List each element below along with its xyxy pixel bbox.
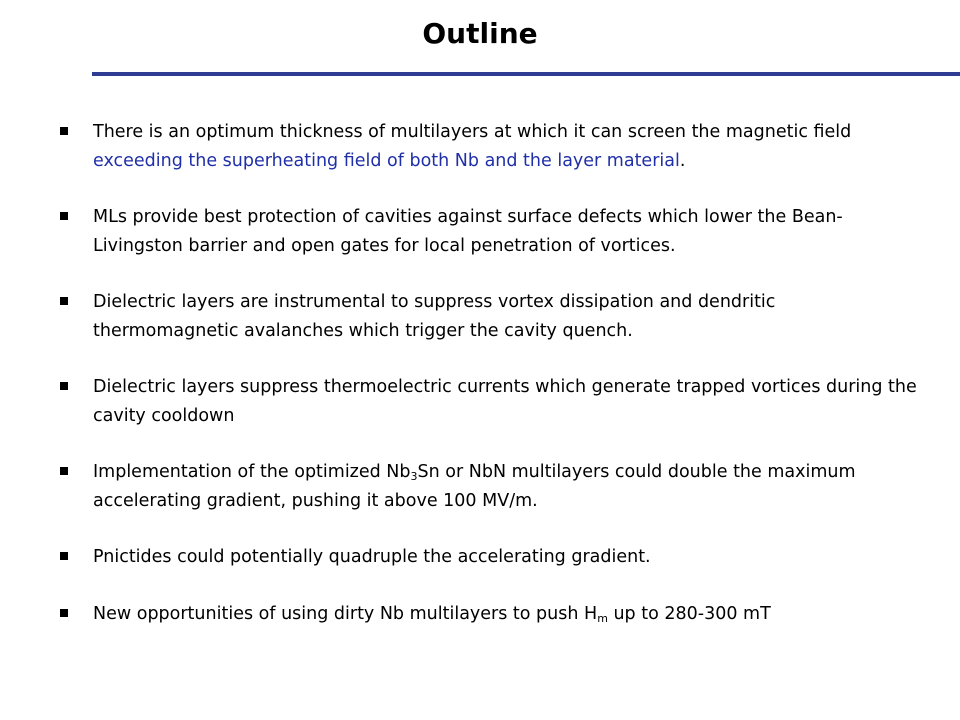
bullet-text: Dielectric layers are instrumental to suppress vortex dissipation and dendritic thermomagnetic avalanches which trigger the cavity quench. — [93, 292, 776, 341]
bullet-item-ml-protection — [60, 203, 926, 261]
bullet-item-pnictides — [60, 543, 926, 572]
square-bullet-icon — [60, 382, 68, 390]
bullet-text-part: up to 280-300 mT — [607, 604, 771, 624]
highlighted-text: exceeding the superheating field of both Nb and the layer material — [93, 151, 680, 171]
square-bullet-icon — [60, 467, 68, 475]
bullet-text: Pnictides could potentially quadruple the accelerating gradient. — [93, 547, 651, 567]
square-bullet-icon — [60, 127, 68, 135]
bullet-text: MLs provide best protection of cavities against surface defects which lower the Bean-Livingston barrier and open gates for local penetration of vortices. — [93, 207, 843, 256]
subscript: m — [597, 612, 608, 625]
bullet-text-part: . — [679, 151, 686, 171]
bullet-text — [93, 118, 926, 176]
bullet-item-optimum-thickness — [60, 118, 926, 176]
bullet-text-part: Sn or NbN multilayers could double the maximum accelerating gradient, pushing it above 100 MV/m. — [93, 462, 856, 511]
bullet-text-part: New opportunities of using dirty Nb multilayers to push H — [93, 604, 598, 624]
bullet-item-dirty-nb — [60, 600, 926, 629]
bullet-text — [93, 458, 926, 516]
bullet-item-dielectric-instrumental — [60, 288, 926, 346]
square-bullet-icon — [60, 609, 68, 617]
bullet-text: Dielectric layers suppress thermoelectric currents which generate trapped vortices during the cavity cooldown — [93, 377, 917, 426]
square-bullet-icon — [60, 297, 68, 305]
bullet-text — [93, 600, 926, 629]
bullet-text-part: There is an optimum thickness of multilayers at which it can screen the magnetic field — [93, 122, 852, 142]
square-bullet-icon — [60, 552, 68, 560]
subscript: 3 — [410, 470, 418, 483]
bullet-item-nb3sn-multilayers — [60, 458, 926, 516]
bullet-item-dielectric-thermoelectric — [60, 373, 926, 431]
square-bullet-icon — [60, 212, 68, 220]
bullet-text-part: Implementation of the optimized Nb — [93, 462, 411, 482]
slide-title: Outline — [422, 17, 538, 50]
